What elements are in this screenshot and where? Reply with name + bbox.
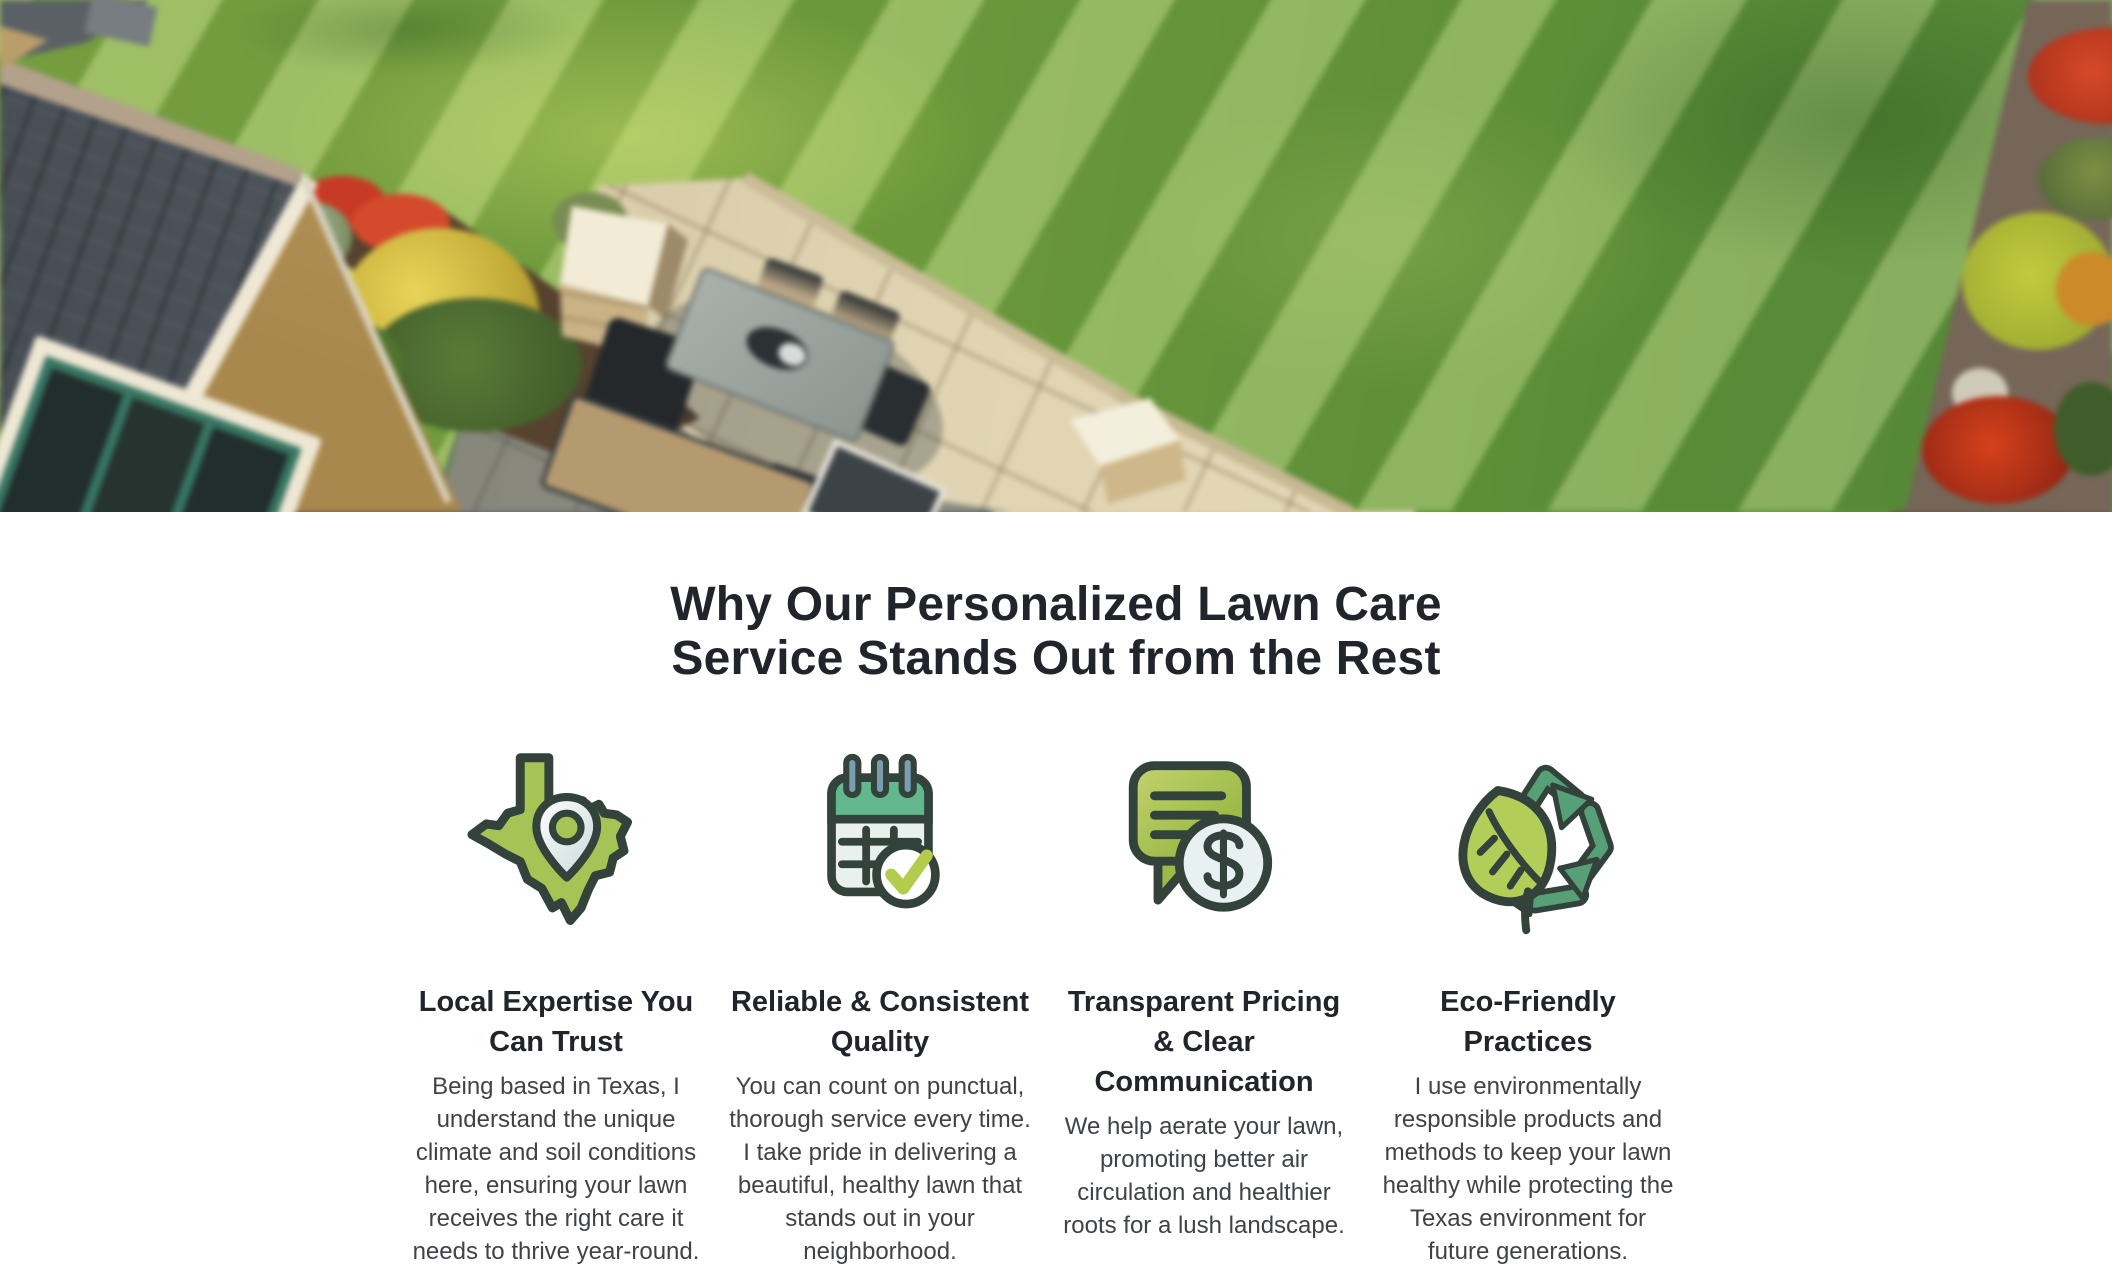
feature-transparent-pricing — [1053, 746, 1355, 1268]
feature-local-expertise — [405, 746, 707, 1268]
feature-title-line: Communication — [1094, 1066, 1314, 1098]
lawn-highlight-mid — [1040, 40, 1760, 440]
feature-title — [405, 982, 707, 1062]
hero-image — [0, 0, 2112, 512]
feature-reliable-quality — [729, 746, 1031, 1268]
feature-title — [1377, 982, 1679, 1062]
feature-eco-friendly — [1377, 746, 1679, 1268]
feature-description: I use environmentally responsible products and methods to keep your lawn healthy while protecting the Texas environment for future generations. — [1382, 1073, 1674, 1265]
feature-description: Being based in Texas, I understand the unique climate and soil conditions here, ensuring your lawn receives the right care it needs to thrive year-round. — [412, 1073, 700, 1265]
feature-description: We help aerate your lawn, promoting better air circulation and healthier roots for a lush landscape. — [1063, 1113, 1345, 1239]
feature-icon-box — [1053, 746, 1355, 934]
section-heading — [0, 578, 2112, 686]
feature-title-line: Transparent Pricing — [1067, 986, 1341, 1018]
why-us-section — [0, 512, 2112, 1268]
feature-title — [1053, 982, 1355, 1102]
leaf-recycle-icon — [1436, 745, 1620, 935]
calendar-check-icon — [790, 747, 970, 933]
features-row — [0, 746, 2098, 1268]
hero-scene — [0, 0, 2112, 512]
section-heading-line2: Service Stands Out from the Rest — [671, 632, 1441, 685]
feature-title-line: Practices — [1463, 1026, 1593, 1058]
feature-title-line: & Clear — [1153, 1026, 1255, 1058]
texas-map-pin-icon — [463, 747, 649, 933]
chat-dollar-icon — [1112, 747, 1296, 933]
red-flowers-bottom — [1922, 396, 2074, 504]
feature-title-line: Can Trust — [489, 1026, 623, 1058]
feature-description: You can count on punctual, thorough service every time. I take pride in delivering a beautiful, healthy lawn that stands out in your neighborhood. — [729, 1073, 1031, 1265]
feature-title-line: Eco-Friendly — [1440, 986, 1616, 1018]
feature-icon-box — [405, 746, 707, 934]
feature-title-line: Local Expertise You — [418, 986, 694, 1018]
feature-title-line: Reliable & Consistent — [730, 986, 1030, 1018]
feature-title-line: Quality — [830, 1026, 930, 1058]
section-heading-line1: Why Our Personalized Lawn Care — [670, 578, 1442, 631]
feature-title — [729, 982, 1031, 1062]
feature-icon-box — [729, 746, 1031, 934]
feature-icon-box — [1377, 746, 1679, 934]
